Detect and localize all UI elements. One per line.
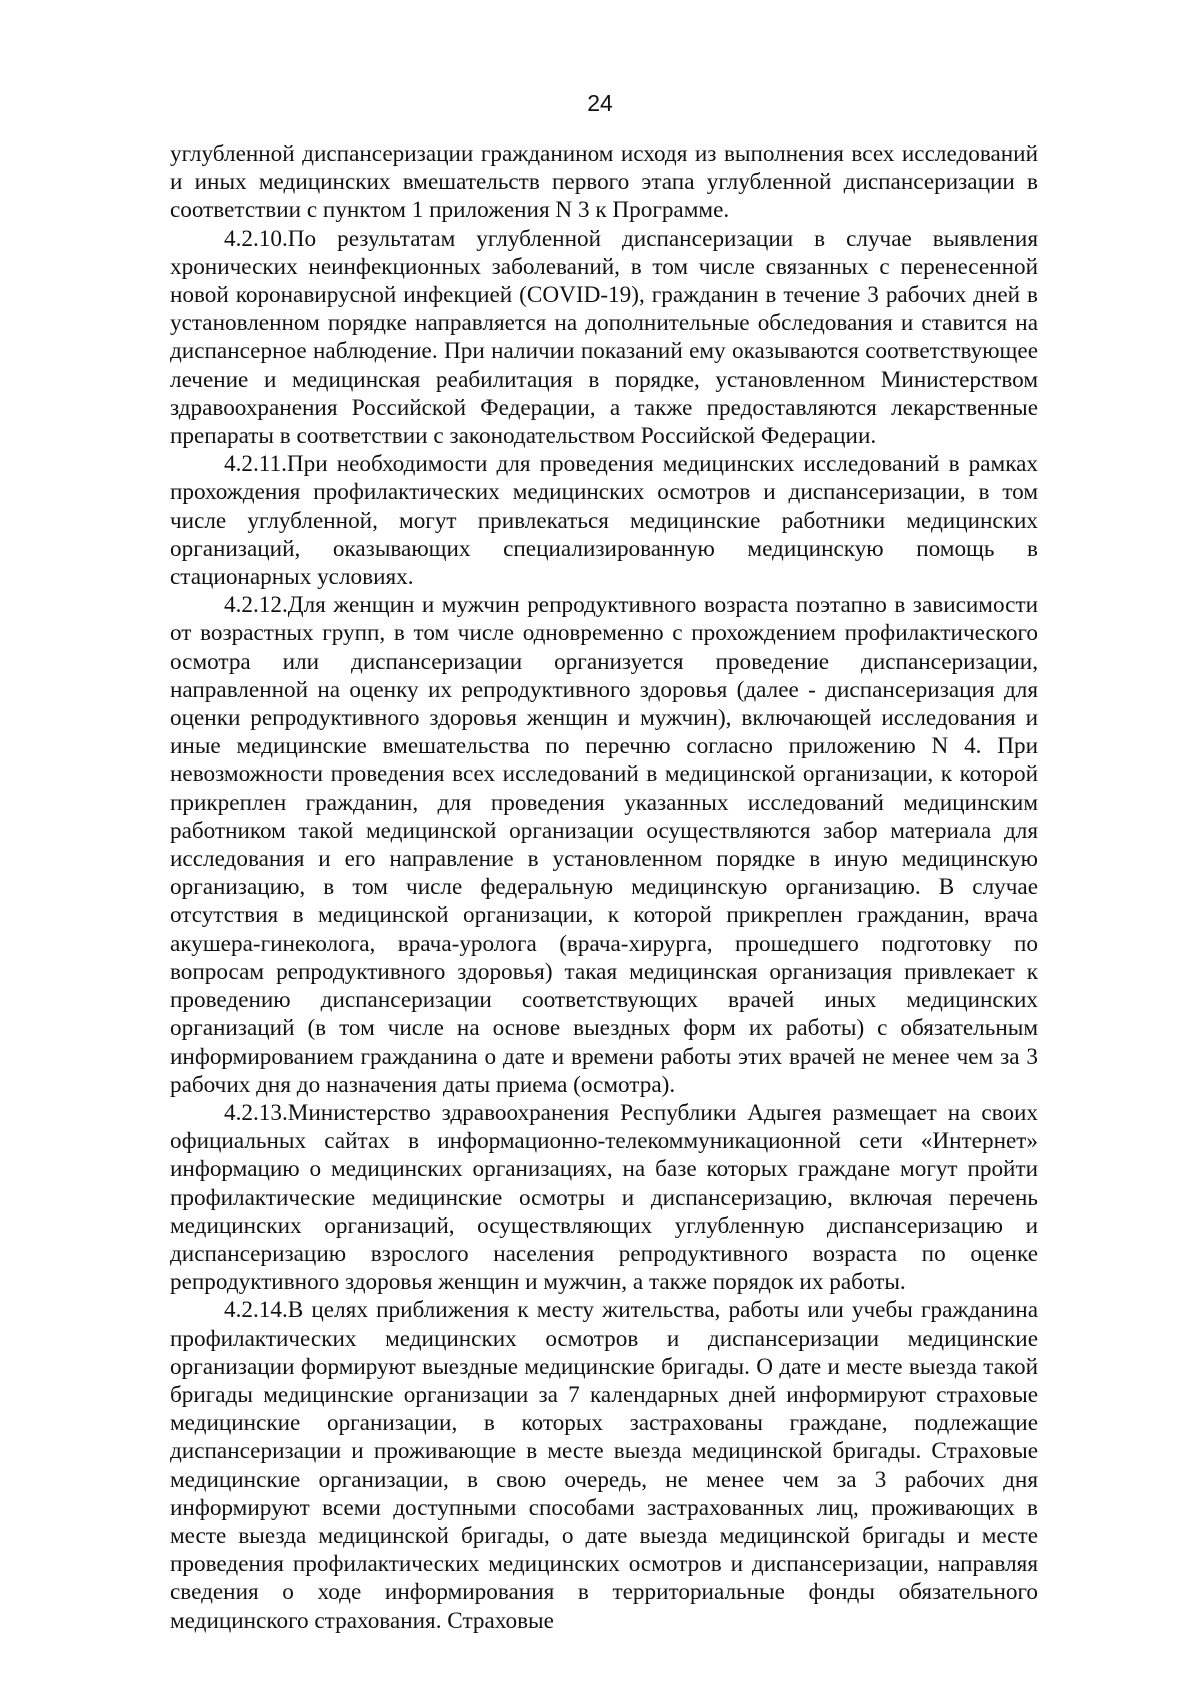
paragraph-4-2-10: 4.2.10.По результатам углубленной диспансеризации в случае выявления хронических неинфекционных заболеваний, в том числе связанных с перенесенной новой коронавирусной инфекцией (COVID-19), гражданин в течение 3 рабочих дней в установленном порядке направляется на дополнительные обследования и ставится на диспансерное наблюдение. При наличии показаний ему оказываются соответствующее лечение и медицинская реабилитация в порядке, установленном Министерством здравоохранения Российской Федерации, а также предоставляются лекарственные препараты в соответствии с законодательством Российской Федерации. <box>170 225 1038 450</box>
paragraph-4-2-12: 4.2.12.Для женщин и мужчин репродуктивного возраста поэтапно в зависимости от возрастных групп, в том числе одновременно с прохождением профилактического осмотра или диспансеризации организуется проведение диспансеризации, направленной на оценку их репродуктивного здоровья (далее - диспансеризация для оценки репродуктивного здоровья женщин и мужчин), включающей исследования и иные медицинские вмешательства по перечню согласно приложению N 4. При невозможности проведения всех исследований в медицинской организации, к которой прикреплен гражданин, для проведения указанных исследований медицинским работником такой медицинской организации осуществляются забор материала для исследования и его направление в установленном порядке в иную медицинскую организацию, в том числе федеральную медицинскую организацию. В случае отсутствия в медицинской организации, к которой прикреплен гражданин, врача акушера-гинеколога, врача-уролога (врача-хирурга, прошедшего подготовку по вопросам репродуктивного здоровья) такая медицинская организация привлекает к проведению диспансеризации соответствующих врачей иных медицинских организаций (в том числе на основе выездных форм их работы) с обязательным информированием гражданина о дате и времени работы этих врачей не менее чем за 3 рабочих дня до назначения даты приема (осмотра). <box>170 592 1038 1098</box>
paragraph-continuation: углубленной диспансеризации гражданином исходя из выполнения всех исследований и иных медицинских вмешательств первого этапа углубленной диспансеризации в соответствии с пунктом 1 приложения N 3 к Программе. <box>170 141 1038 224</box>
paragraph-4-2-14: 4.2.14.В целях приближения к месту жительства, работы или учебы гражданина профилактических медицинских осмотров и диспансеризации медицинские организации формируют выездные медицинские бригады. О дате и месте выезда такой бригады медицинские организации за 7 календарных дней информируют страховые медицинские организации, в которых застрахованы граждане, подлежащие диспансеризации и проживающие в месте выезда медицинской бригады. Страховые медицинские организации, в свою очередь, не менее чем за 3 рабочих дня информируют всеми доступными способами застрахованных лиц, проживающих в месте выезда медицинской бригады, о дате выезда медицинской бригады и месте проведения профилактических медицинских осмотров и диспансеризации, направляя сведения о ходе информирования в территориальные фонды обязательного медицинского страхования. Страховые <box>170 1297 1038 1634</box>
paragraph-4-2-11: 4.2.11.При необходимости для проведения медицинских исследований в рамках прохождения профилактических медицинских осмотров и диспансеризации, в том числе углубленной, могут привлекаться медицинские работники медицинских организаций, оказывающих специализированную медицинскую помощь в стационарных условиях. <box>170 451 1038 591</box>
document-body <box>170 140 1038 1635</box>
page-number: 24 <box>587 90 613 116</box>
paragraph-4-2-13: 4.2.13.Министерство здравоохранения Республики Адыгея размещает на своих официальных сайтах в информационно-телекоммуникационной сети «Интернет» информацию о медицинских организациях, на базе которых граждане могут пройти профилактические медицинские осмотры и диспансеризацию, включая перечень медицинских организаций, осуществляющих углубленную диспансеризацию и диспансеризацию взрослого населения репродуктивного возраста по оценке репродуктивного здоровья женщин и мужчин, а также порядок их работы. <box>170 1099 1038 1296</box>
